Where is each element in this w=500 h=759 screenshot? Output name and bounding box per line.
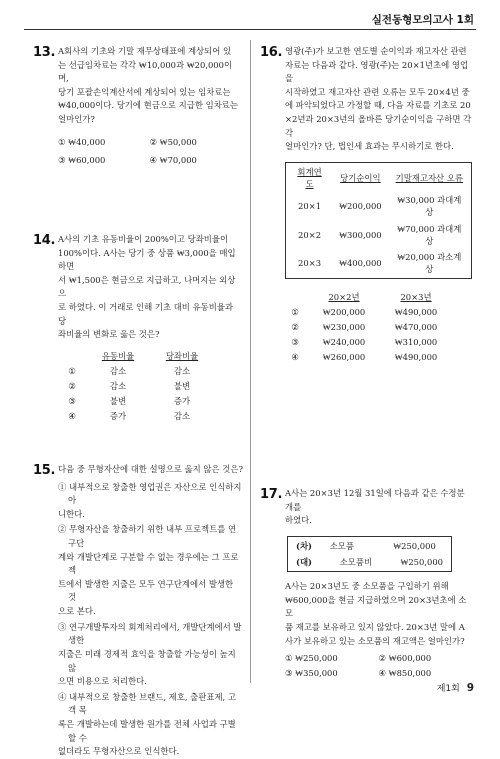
option-value: 증가 [109, 410, 127, 421]
option-value: 감소 [109, 365, 127, 376]
option-value: 감소 [173, 365, 191, 376]
stem-line: 서 ₩1,500은 현금으로 지급하고, 나머지는 외상으 [58, 274, 236, 299]
option-value: ₩470,000 [394, 322, 438, 333]
answer-options [58, 481, 243, 759]
stem-line: 로 하였다. 이 거래로 인해 기초 대비 유동비율과 당 [58, 302, 234, 326]
option-number: ③ [291, 337, 299, 348]
stem-line: 100%이다. A사는 당기 중 상품 ₩3,000을 매입하면 [58, 247, 236, 272]
answer-option-2[interactable]: ② ₩600,000 [378, 653, 432, 664]
entry-amount: ₩250,000 [400, 557, 443, 568]
answer-option-3[interactable]: ③ ₩350,000 [285, 667, 338, 678]
answer-option-2[interactable]: ② ₩50,000 [149, 136, 197, 147]
table-cell: ₩20,000 과소계상 [397, 252, 462, 275]
question-stem-continued [285, 580, 472, 648]
answer-table-header [282, 290, 452, 305]
option-line: 트에서 발생한 지출은 모두 연구단계에서 발생한 것 [58, 578, 234, 603]
stem-line: 자료는 다음과 같다. 영광(주)는 20×1년초에 영업을 [285, 59, 469, 84]
table-row [288, 250, 469, 276]
option-line: 으로 본다. [58, 606, 96, 617]
answer-option-1[interactable] [282, 305, 452, 320]
table-cell: 20×3 [298, 258, 322, 269]
question-16 [260, 45, 472, 365]
option-number: ① [291, 307, 299, 318]
question-stem [58, 45, 241, 127]
option-line: ② 무형자산을 창출하기 위한 내부 프로젝트를 연구단 [58, 524, 237, 549]
option-value: 증가 [173, 395, 191, 406]
question-number: 16. [260, 45, 283, 60]
stem-line: 얼마인가? 단, 법인세 효과는 무시하기로 한다. [285, 141, 454, 152]
table-row [288, 222, 469, 248]
stem-line: 시작하였고 재고자산 관련 오류는 모두 20×4년 중 [285, 86, 470, 97]
footer-label: 제1회 [436, 684, 460, 694]
table-cell: ₩70,000 과대계상 [397, 223, 462, 246]
stem-line: 품 재고를 보유하고 있지 않았다. 20×3년 말에 A [285, 622, 465, 633]
page-header-title: 실전동형모의고사 1회 [371, 14, 474, 26]
answer-option-4[interactable] [282, 350, 452, 365]
column-header: 당기순이익 [340, 172, 381, 183]
answer-option-4[interactable] [58, 691, 243, 759]
option-number: ④ [68, 410, 76, 421]
column-header: 20×2년 [328, 292, 360, 303]
table-cell: 20×1 [298, 201, 322, 212]
stem-line: A회사의 기초와 기말 재무상태표에 계상되어 있 [58, 46, 232, 56]
answer-option-3[interactable]: ③ ₩60,000 [58, 155, 106, 166]
answer-option-3[interactable] [58, 621, 243, 689]
data-table [285, 162, 472, 280]
table-cell: ₩30,000 과대계상 [397, 195, 462, 218]
column-divider [250, 40, 251, 683]
question-15 [33, 463, 243, 759]
question-stem [58, 233, 241, 342]
answer-option-4[interactable]: ④ ₩850,000 [378, 667, 432, 678]
question-stem [285, 487, 472, 528]
answer-option-1[interactable]: ① ₩40,000 [58, 136, 106, 147]
answer-table [282, 290, 452, 365]
option-number: ② [291, 322, 299, 333]
stem-line: A사는 20×3년도 중 소모품을 구입하기 위해 [285, 581, 449, 592]
stem-line: 에 파악되었다고 가정할 때, 다음 자료를 기초로 20 [285, 100, 471, 111]
option-line: ④ 내부적으로 창출한 브랜드, 제호, 출판표제, 고객 목 [58, 691, 236, 716]
journal-entry-debit [290, 539, 449, 553]
question-stem: 다음 중 무형자산에 대한 설명으로 옳지 않은 것은? [58, 464, 243, 474]
option-number: ② [68, 380, 76, 391]
answer-table [58, 349, 214, 424]
stem-line: 얼마인가? [58, 114, 95, 125]
option-value: ₩490,000 [394, 352, 438, 363]
stem-line: 는 선급임차료는 각각 ₩10,000과 ₩20,000이며, [58, 59, 233, 84]
option-line: 계와 개발단계로 구분할 수 없는 경우에는 그 프로젝 [58, 551, 239, 576]
option-number: ④ [291, 352, 299, 363]
entry-account: 소모품비 [339, 557, 373, 568]
option-value: ₩490,000 [394, 307, 438, 318]
answer-table-header [58, 349, 214, 364]
question-stem [285, 45, 472, 154]
data-table-header [288, 165, 469, 191]
stem-line: ₩600,000을 현금 지급하였으며 20×3년초에 소모 [285, 594, 467, 619]
question-number: 17. [260, 487, 283, 502]
answer-option-2[interactable] [58, 379, 214, 394]
question-number: 15. [33, 463, 56, 478]
entry-amount: ₩250,000 [393, 540, 436, 551]
table-row [288, 193, 469, 219]
option-line: 록은 개발하는데 발생한 원가를 전체 사업과 구별할 수 [58, 718, 236, 743]
table-cell: 20×2 [298, 229, 322, 240]
stem-line: 영광(주)가 보고한 연도별 순이익과 재고자산 관련 [285, 46, 467, 56]
answer-options [285, 652, 472, 680]
stem-line: 사가 보유하고 있는 소모품의 재고액은 얼마인가? [285, 635, 465, 646]
journal-entry-credit [290, 555, 449, 569]
option-line: ① 내부적으로 창출한 영업권은 자산으로 인식하지 아 [58, 481, 242, 506]
answer-option-2[interactable] [58, 523, 243, 618]
stem-line: A사의 기초 유동비율이 200%이고 당좌비율이 [58, 234, 229, 244]
option-number: ③ [68, 395, 76, 406]
journal-entry-box [287, 536, 452, 572]
option-value: ₩200,000 [322, 307, 366, 318]
page-footer [437, 680, 474, 697]
column-header: 회계연도 [297, 166, 322, 190]
column-header: 유동비율 [101, 350, 135, 361]
entry-side: (대) [296, 557, 313, 568]
question-number: 13. [33, 45, 56, 60]
entry-side: (차) [296, 540, 313, 551]
header-rule [24, 29, 476, 30]
question-14 [33, 233, 241, 424]
option-value: ₩230,000 [322, 322, 366, 333]
option-number: ① [68, 365, 76, 376]
option-line: ③ 연구개발투자의 회계처리에서, 개발단계에서 발생한 [58, 621, 242, 646]
column-header: 20×3년 [400, 292, 432, 303]
column-header: 당좌비율 [165, 350, 199, 361]
option-value: 불변 [173, 380, 191, 391]
stem-line: 좌비율의 변화로 옳은 것은? [58, 329, 160, 340]
answer-option-1[interactable] [58, 364, 214, 379]
option-value: ₩260,000 [322, 352, 366, 363]
answer-option-4[interactable]: ④ ₩70,000 [149, 155, 197, 166]
stem-line: A사는 20×3년 12월 31일에 다음과 같은 수정분개를 [285, 488, 465, 512]
answer-option-4[interactable] [58, 409, 214, 424]
table-cell: ₩200,000 [339, 201, 382, 212]
option-value: ₩240,000 [322, 337, 366, 348]
question-13 [33, 45, 241, 168]
answer-option-3[interactable] [58, 394, 214, 409]
question-17 [260, 487, 472, 680]
option-value: 불변 [109, 395, 127, 406]
table-cell: ₩400,000 [339, 258, 382, 269]
answer-option-3[interactable] [282, 335, 452, 350]
answer-options [58, 136, 241, 168]
question-number: 14. [33, 233, 56, 248]
answer-option-1[interactable] [58, 481, 243, 522]
option-line: 지출은 미래 경제적 효익을 창출할 가능성이 높지 않 [58, 648, 236, 673]
page-number: 9 [466, 682, 474, 694]
answer-option-2[interactable] [282, 320, 452, 335]
option-line: 으면 비용으로 처리한다. [58, 676, 147, 687]
stem-line: 당기 포괄손익계산서에 계상되어 있는 임차료는 [58, 86, 231, 97]
stem-line: ×2년과 20×3년의 올바른 당기순이익을 구하면 각각 [285, 114, 472, 138]
option-line: 없더라도 무형자산으로 인식한다. [58, 746, 180, 757]
stem-line: 하였다. [285, 515, 312, 526]
option-line: 니한다. [58, 508, 85, 519]
answer-option-1[interactable]: ① ₩250,000 [285, 653, 338, 664]
stem-line: ₩40,000이다. 당기에 현금으로 지급한 임차료는 [58, 100, 238, 111]
option-value: 감소 [173, 410, 191, 421]
option-value: 감소 [109, 380, 127, 391]
column-header: 기말재고자산 오류 [395, 172, 463, 183]
option-value: ₩310,000 [394, 337, 438, 348]
entry-account: 소모품 [329, 540, 354, 551]
table-cell: ₩300,000 [339, 229, 382, 240]
